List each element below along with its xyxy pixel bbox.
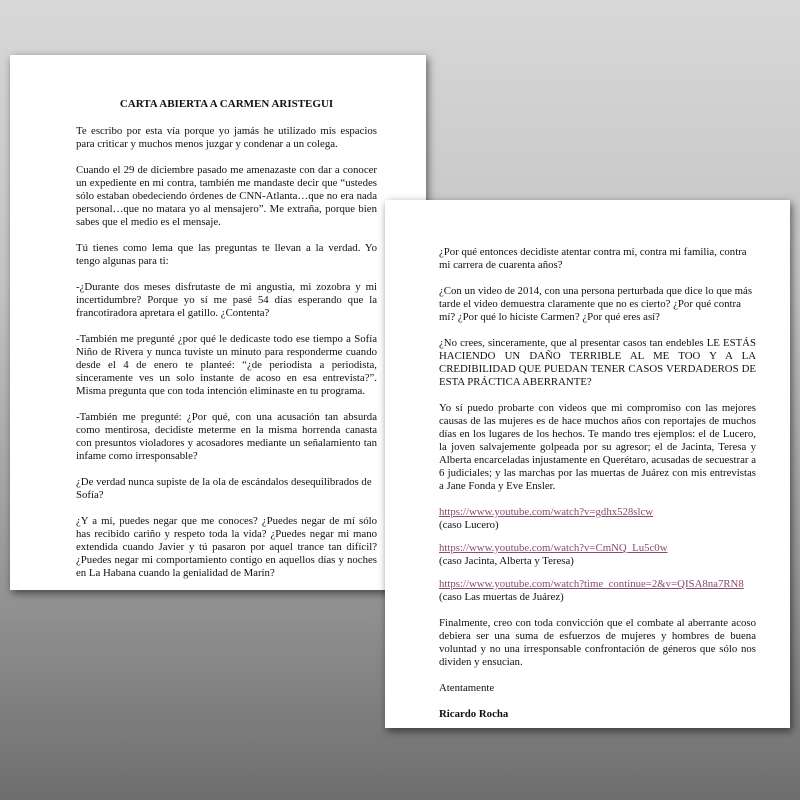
video-link-block (439, 578, 756, 604)
video-caption: (caso Las muertas de Juárez) (439, 591, 564, 603)
video-link-juarez[interactable]: https://www.youtube.com/watch?time_continue=2&v=QISA8na7RN8 (439, 578, 744, 590)
paragraph: ¿Y a mí, puedes negar que me conoces? ¿Puedes negar de mí sólo has recibido cariño y respeto toda la vida? ¿Puedes negar mi mano extendida cuando Javier y tú pasaron por aquel trance tan difícil? ¿Puedes negar mi comportamiento contigo en aquellos días y noches en La Habana cuando la genialidad de Marín? (76, 515, 377, 579)
salutation: Atentamente (439, 682, 495, 694)
paragraph: ¿Con un video de 2014, con una persona perturbada que dice lo que más tarde el video demuestra claramente que no es cierto? ¿Por qué contra mí? ¿Por qué lo hiciste Carmen? ¿Por qué eres así? (439, 285, 753, 323)
video-link-block (439, 506, 756, 532)
video-caption: (caso Lucero) (439, 519, 499, 531)
paragraph: -¿Durante dos meses disfrutaste de mi angustia, mi zozobra y mi incertidumbre? Porque yo sí me pasé 54 días esperando que la francotiradora apretara el gatillo. ¿Contenta? (76, 281, 377, 319)
paragraph: Tú tienes como lema que las preguntas te llevan a la verdad. Yo tengo algunas para ti: (76, 242, 377, 267)
signature: Ricardo Rocha (439, 708, 509, 720)
paragraph: Te escribo por esta vía porque yo jamás he utilizado mis espacios para criticar y muchos menos juzgar y condenar a un colega. (76, 125, 377, 150)
paragraph: -También me pregunté ¿por qué le dedicaste todo ese tiempo a Sofía Niño de Rivera y nunca tuviste un minuto para responderme cuando desde el 4 de enero te planteé: “¿de periodista a periodista, sinceramente ves un solo instante de acoso en esa entrevista?”. Misma pregunta que con toda intención eliminaste en tu programa. (76, 333, 377, 397)
paragraph: Yo sí puedo probarte con videos que mi compromiso con las mejores causas de las mujeres es de hace muchos años con reportajes de muchos días en los lugares de los hechos. Te mando tres ejemplos: el de Lucero, la joven salvajemente golpeada por su agresor; el de Jacinta, Teresa y Alberta encarceladas injustamente en Querétaro, acusadas de secuestrar a 6 judiciales; y las marchas por las muertas de Juárez con mis entrevistas a Jane Fonda y Eve Ensler. (439, 402, 756, 492)
closing-paragraph: Finalmente, creo con toda convicción que el combate al aberrante acoso debiera ser una suma de esfuerzos de mujeres y hombres de buena voluntad y no una irresponsable confrontación de géneros que sólo nos dividen y ensucian. (439, 617, 756, 668)
letter-page-2 (385, 200, 790, 728)
video-link-jacinta[interactable]: https://www.youtube.com/watch?v=CmNQ_Lu5c0w (439, 542, 668, 554)
paragraph: ¿Por qué entonces decidiste atentar contra mí, contra mi familia, contra mi carrera de cuarenta años? (439, 246, 747, 271)
letter-title: CARTA ABIERTA A CARMEN ARISTEGUI (119, 98, 334, 110)
paragraph: -También me pregunté: ¿Por qué, con una acusación tan absurda como mentirosa, decidiste meterme en la misma horrenda canasta con presuntos violadores y acosadores mediante un señalamiento tan infame como irresponsable? (76, 411, 377, 462)
video-caption: (caso Jacinta, Alberta y Teresa) (439, 555, 574, 567)
paragraph: ¿No crees, sinceramente, que al presentar casos tan endebles LE ESTÁS HACIENDO UN DAÑO TERRIBLE AL ME TOO Y A LA CREDIBILIDAD QUE PUEDAN TENER CASOS VERDADEROS DE ESTA PRÁCTICA ABERRANTE? (439, 337, 756, 388)
paragraph: Cuando el 29 de diciembre pasado me amenazaste con dar a conocer un expediente en mi contra, también me mandaste decir que “ustedes sólo estaban obedeciendo órdenes de CNN-Atlanta…que no era nada personal…que no matara yo al mensajero”. Me extraña, porque bien sabes que el medio es el mensaje. (76, 164, 377, 228)
video-link-block (439, 542, 756, 568)
paragraph: ¿De verdad nunca supiste de la ola de escándalos desequilibrados de Sofía? (76, 476, 372, 501)
video-link-lucero[interactable]: https://www.youtube.com/watch?v=gdhx528slcw (439, 506, 654, 518)
letter-page-1 (10, 55, 426, 590)
